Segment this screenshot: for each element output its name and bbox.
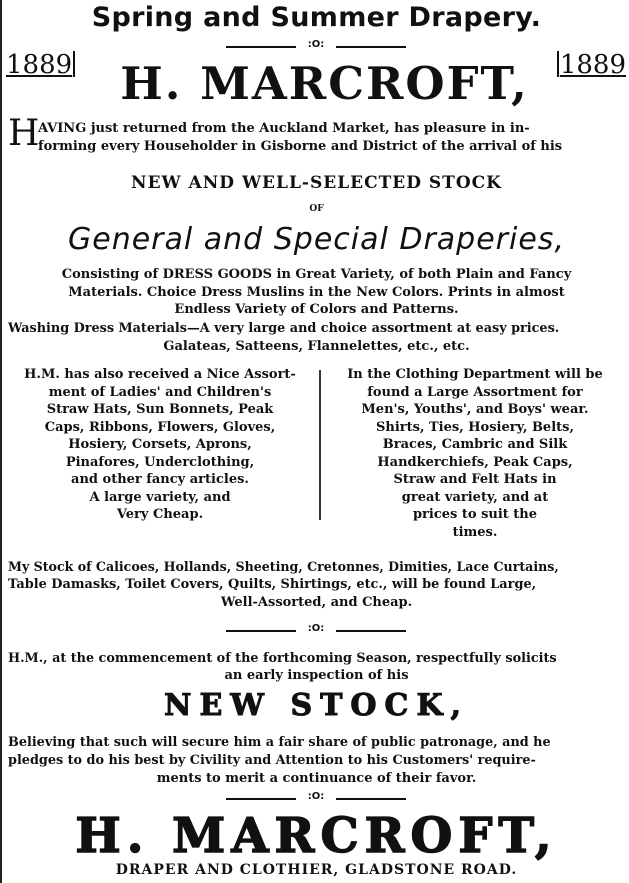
right-column-line: great variety, and at bbox=[401, 489, 549, 505]
consisting-line-1: Consisting of DRESS GOODS in Great Variety, of both Plain and Fancy bbox=[61, 267, 572, 282]
right-column-line: Shirts, Ties, Hosiery, Belts, bbox=[376, 419, 574, 435]
advert-title: Spring and Summer Drapery. bbox=[91, 2, 542, 33]
year-right-tick bbox=[557, 51, 559, 77]
year-right bbox=[556, 50, 626, 80]
rule-right bbox=[336, 798, 406, 800]
consisting-line-2: Materials. Choice Dress Muslins in the New Colors. Prints in almost bbox=[68, 285, 565, 300]
washing-line-1: Washing Dress Materials—A very large and choice assortment at easy prices. bbox=[8, 321, 560, 336]
left-column-line: Very Cheap. bbox=[116, 507, 204, 522]
right-column bbox=[322, 366, 628, 541]
right-column-line: Handkerchiefs, Peak Caps, bbox=[377, 454, 573, 470]
merchant-name: H. MARCROFT, bbox=[120, 57, 529, 110]
left-column-line: Pinafores, Underclothing, bbox=[65, 454, 255, 470]
separator-rule bbox=[226, 792, 406, 806]
left-column-line: A large variety, and bbox=[89, 489, 231, 505]
of-text: OF bbox=[309, 204, 324, 214]
left-column-line: ment of Ladies' and Children's bbox=[48, 384, 272, 400]
left-column-line: Hosiery, Corsets, Aprons, bbox=[68, 437, 252, 452]
washing-line-2: Galateas, Satteens, Flannelettes, etc., etc. bbox=[163, 339, 470, 354]
right-column-line: times. bbox=[452, 524, 498, 540]
year-left-tick bbox=[73, 51, 75, 77]
intro-dropcap: H bbox=[8, 113, 40, 154]
year-right-text: 1889 bbox=[559, 50, 626, 80]
right-column-line: found a Large Assortment for bbox=[367, 384, 583, 400]
consisting-line-3: Endless Variety of Colors and Patterns. bbox=[174, 302, 459, 317]
left-column-line: Straw Hats, Sun Bonnets, Peak bbox=[46, 402, 274, 417]
new-stock-heading: NEW AND WELL-SELECTED STOCK bbox=[131, 173, 502, 193]
rule-left bbox=[226, 630, 296, 632]
left-column bbox=[4, 366, 316, 524]
season-line-2: an early inspection of his bbox=[224, 668, 409, 683]
intro-line-1: AVING just returned from the Auckland Market, has pleasure in in- bbox=[38, 121, 530, 136]
season-line-1: H.M., at the commencement of the forthcoming Season, respectfully solicits bbox=[8, 651, 557, 666]
column-divider bbox=[319, 370, 321, 520]
left-column-line: and other fancy articles. bbox=[71, 472, 249, 487]
right-column-line: prices to suit the bbox=[412, 507, 538, 522]
right-column-line: Men's, Youths', and Boys' wear. bbox=[361, 402, 589, 417]
separator-mark: :O: bbox=[307, 39, 325, 50]
rule-right bbox=[336, 46, 406, 48]
rule-right bbox=[336, 630, 406, 632]
general-heading: General and Special Draperies, bbox=[68, 222, 565, 257]
right-column-line: Straw and Felt Hats in bbox=[393, 472, 557, 487]
intro-line-2: forming every Householder in Gisborne and District of the arrival of his bbox=[38, 139, 563, 154]
year-left-text: 1889 bbox=[6, 50, 73, 80]
separator-rule bbox=[226, 624, 406, 638]
separator-rule bbox=[226, 40, 406, 54]
calicoes-line-2: Table Damasks, Toilet Covers, Quilts, Shirtings, etc., will be found Large, bbox=[8, 577, 537, 592]
believing-line-3: ments to merit a continuance of their favor. bbox=[156, 771, 477, 786]
right-column-line: In the Clothing Department will be bbox=[347, 367, 603, 382]
left-column-line: H.M. has also received a Nice Assort- bbox=[24, 367, 296, 382]
year-left bbox=[6, 50, 76, 80]
footer-address: DRAPER AND CLOTHIER, GLADSTONE ROAD. bbox=[115, 862, 518, 878]
believing-line-1: Believing that such will secure him a fair share of public patronage, and he bbox=[8, 735, 551, 750]
calicoes-line-3: Well-Assorted, and Cheap. bbox=[220, 595, 413, 610]
believing-line-2: pledges to do his best by Civility and Attention to his Customers' require- bbox=[8, 753, 536, 768]
closing-merchant-name: H. MARCROFT, bbox=[75, 808, 558, 864]
separator-mark: :O: bbox=[307, 623, 325, 634]
left-column-line: Caps, Ribbons, Flowers, Gloves, bbox=[44, 419, 276, 435]
new-stock-banner: NEW STOCK, bbox=[164, 688, 469, 723]
calicoes-line-1: My Stock of Calicoes, Hollands, Sheeting, Cretonnes, Dimities, Lace Curtains, bbox=[8, 559, 559, 574]
rule-left bbox=[226, 46, 296, 48]
rule-left bbox=[226, 798, 296, 800]
right-column-line: Braces, Cambric and Silk bbox=[382, 437, 568, 452]
separator-mark: :O: bbox=[307, 791, 325, 802]
